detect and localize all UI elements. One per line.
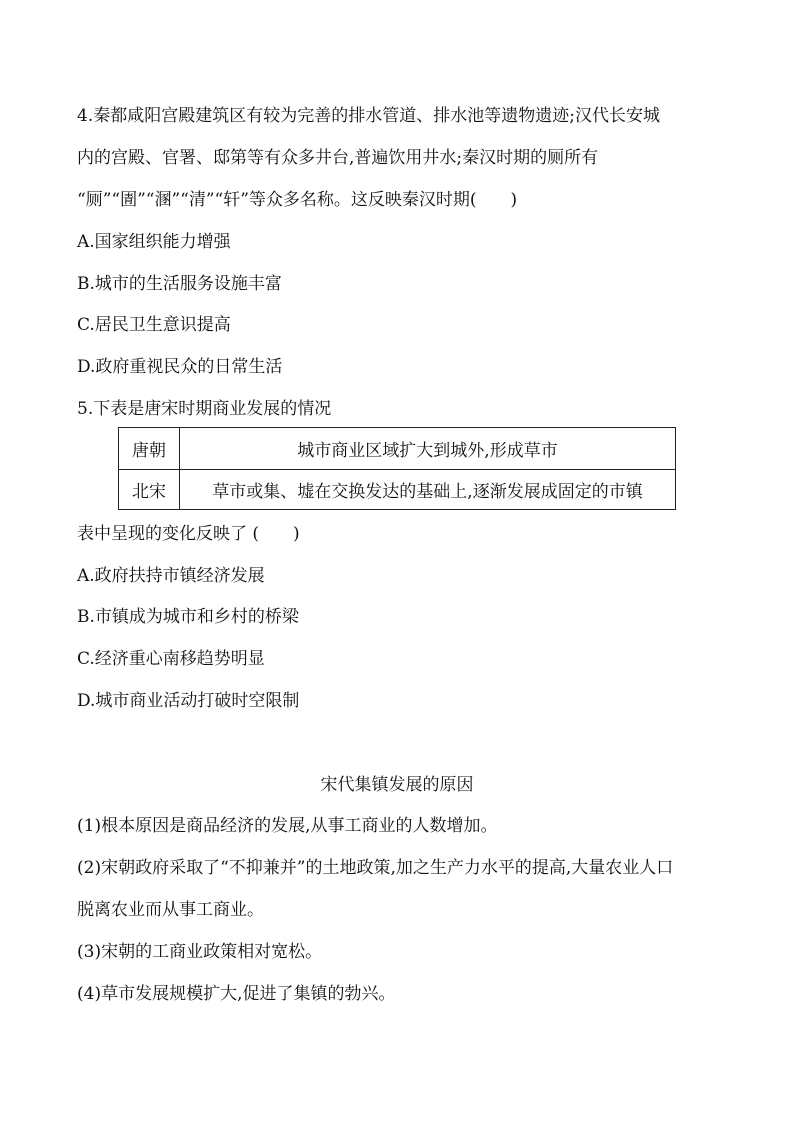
q5-table	[118, 427, 676, 510]
q5-stem: 5.下表是唐宋时期商业发展的情况	[77, 399, 332, 419]
note-2-line-1: (2)宋朝政府采取了“不抑兼并”的土地政策,加之生产力水平的提高,大量农业人口	[77, 858, 674, 878]
period-cell: 唐朝	[119, 428, 180, 469]
note-1: (1)根本原因是商品经济的发展,从事工商业的人数增加。	[77, 816, 498, 836]
q5-option-b: B.市镇成为城市和乡村的桥梁	[77, 607, 299, 627]
q4-option-c: C.居民卫生意识提高	[77, 315, 231, 335]
q4-stem-line-3: “厕”“圊”“溷”“清”“轩”等众多名称。这反映秦汉时期( )	[77, 190, 518, 210]
table-row	[119, 469, 675, 509]
q5-option-d: D.城市商业活动打破时空限制	[77, 691, 300, 711]
q4-option-d: D.政府重视民众的日常生活	[77, 357, 283, 377]
q4-option-a: A.国家组织能力增强	[77, 232, 231, 252]
q4-stem-line-1: 4.秦都咸阳宫殿建筑区有较为完善的排水管道、排水池等遗物遗迹;汉代长安城	[77, 106, 660, 126]
description-cell: 草市或集、墟在交换发达的基础上,逐渐发展成固定的市镇	[212, 481, 643, 502]
table-row	[119, 428, 675, 470]
section-title: 宋代集镇发展的原因	[320, 775, 474, 795]
note-2-line-2: 脱离农业而从事工商业。	[77, 900, 264, 920]
description-cell: 城市商业区域扩大到城外,形成草市	[297, 441, 558, 461]
note-3: (3)宋朝的工商业政策相对宽松。	[77, 942, 323, 962]
q5-after-table: 表中呈现的变化反映了 ( )	[77, 524, 300, 544]
q4-option-b: B.城市的生活服务设施丰富	[77, 274, 282, 294]
q5-option-a: A.政府扶持市镇经济发展	[77, 566, 265, 586]
q4-stem-line-2: 内的宫殿、官署、邸第等有众多井台,普遍饮用井水;秦汉时期的厕所有	[77, 148, 599, 168]
note-4: (4)草市发展规模扩大,促进了集镇的勃兴。	[77, 984, 396, 1004]
period-cell: 北宋	[119, 469, 180, 509]
q5-option-c: C.经济重心南移趋势明显	[77, 649, 265, 669]
